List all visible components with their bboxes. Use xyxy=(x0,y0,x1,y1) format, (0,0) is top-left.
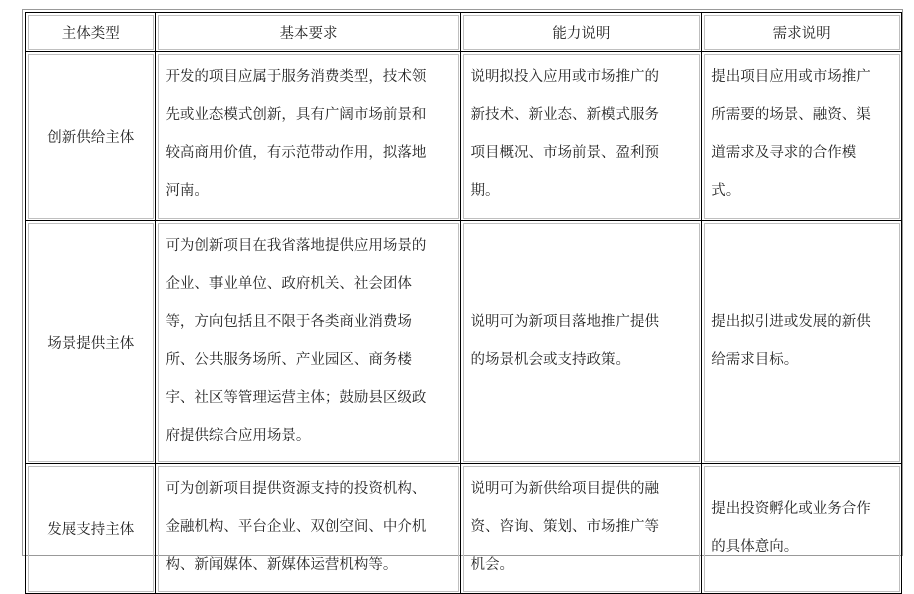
text-line: 较高商用价值，有示范带动作用，拟落地 xyxy=(165,145,427,161)
text-line: 的具体意向。 xyxy=(711,538,799,555)
text-line: 先或业态模式创新，具有广阔市场前景和 xyxy=(165,107,427,123)
text-line: 府提供综合应用场景。 xyxy=(165,428,311,444)
header-basic-requirements: 基本要求 xyxy=(156,13,461,52)
text-line: 宇、社区等管理运营主体；鼓励县区级政 xyxy=(165,390,427,406)
text-line: 说明拟投入应用或市场推广的 xyxy=(470,69,659,85)
table-header-row xyxy=(26,13,902,52)
table-row xyxy=(26,464,902,594)
text-line: 的场景机会或支持政策。 xyxy=(470,352,630,368)
requirement-cell xyxy=(156,464,461,594)
text-line: 式。 xyxy=(711,183,741,199)
text-line: 可为创新项目提供资源支持的投资机构、 xyxy=(165,481,427,497)
row-type-cell: 场景提供主体 xyxy=(26,221,156,464)
row-type-cell: 创新供给主体 xyxy=(26,52,156,221)
text-line: 机会。 xyxy=(470,557,514,573)
text-line: 给需求目标。 xyxy=(711,352,799,368)
text-line: 构、新闻媒体、新媒体运营机构等。 xyxy=(165,557,398,573)
text-line: 提出拟引进或发展的新供 xyxy=(711,314,871,330)
requirement-cell xyxy=(156,52,461,221)
text-line: 可为创新项目在我省落地提供应用场景的 xyxy=(165,238,427,254)
text-line: 说明可为新供给项目提供的融 xyxy=(470,481,659,497)
header-capability: 能力说明 xyxy=(461,13,702,52)
text-line: 新技术、新业态、新模式服务 xyxy=(470,107,659,123)
text-line: 提出投资孵化或业务合作 xyxy=(711,500,871,517)
capability-cell xyxy=(461,221,702,464)
text-line: 企业、事业单位、政府机关、社会团体 xyxy=(165,276,412,292)
text-line: 等，方向包括且不限于各类商业消费场 xyxy=(165,314,412,330)
requirements-table xyxy=(25,12,902,594)
table-row xyxy=(26,221,902,464)
text-line: 金融机构、平台企业、双创空间、中介机 xyxy=(165,519,427,535)
text-line: 说明可为新项目落地推广提供 xyxy=(470,314,659,330)
text-line: 所、公共服务场所、产业园区、商务楼 xyxy=(165,352,412,368)
header-demand: 需求说明 xyxy=(702,13,902,52)
text-line: 项目概况、市场前景、盈利预 xyxy=(470,145,659,161)
requirement-cell xyxy=(156,221,461,464)
text-line: 资、咨询、策划、市场推广等 xyxy=(470,519,659,535)
capability-cell xyxy=(461,52,702,221)
header-subject-type: 主体类型 xyxy=(26,13,156,52)
text-line: 开发的项目应属于服务消费类型，技术领 xyxy=(165,69,427,85)
row-type-cell: 发展支持主体 xyxy=(26,464,156,594)
capability-cell xyxy=(461,464,702,594)
table-row xyxy=(26,52,902,221)
demand-cell xyxy=(702,52,902,221)
text-line: 河南。 xyxy=(165,183,209,199)
demand-cell xyxy=(702,464,902,594)
demand-cell xyxy=(702,221,902,464)
text-line: 期。 xyxy=(470,183,500,199)
text-line: 所需要的场景、融资、渠 xyxy=(711,107,871,123)
text-line: 道需求及寻求的合作模 xyxy=(711,145,857,161)
text-line: 提出项目应用或市场推广 xyxy=(711,69,871,85)
